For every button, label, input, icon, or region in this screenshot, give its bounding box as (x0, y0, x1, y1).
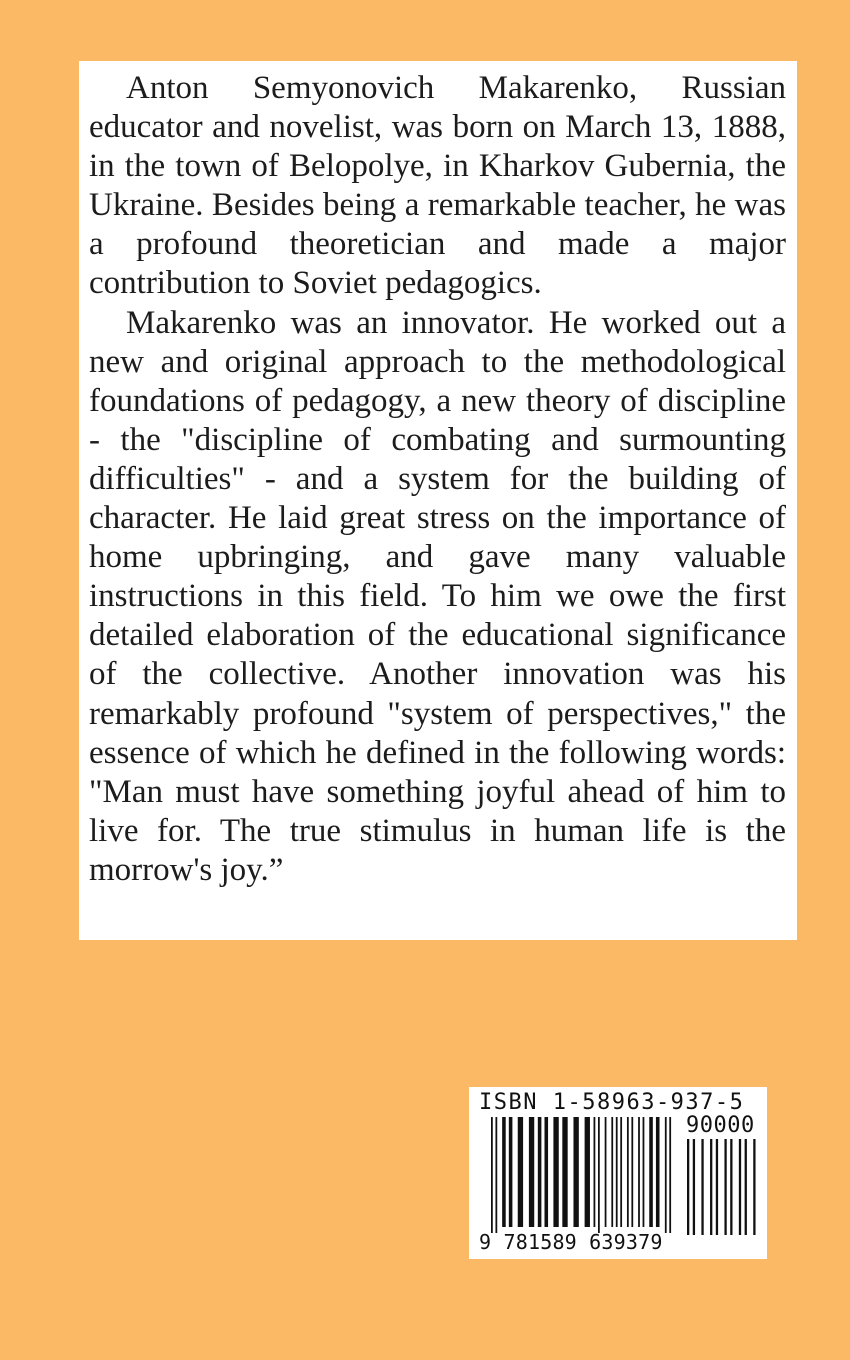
barcode-bar (616, 1117, 618, 1227)
barcode-bar (627, 1117, 629, 1227)
barcode-bar (638, 1117, 640, 1227)
barcode-bar (631, 1117, 633, 1227)
isbn-label: ISBN 1-58963-937-5 (479, 1090, 745, 1115)
addon-bars (687, 1139, 756, 1235)
isbn-barcode (469, 1087, 767, 1259)
barcode-bar (643, 1117, 645, 1227)
barcode-bar (502, 1117, 506, 1227)
barcode-bar (710, 1139, 712, 1235)
barcode-bar (491, 1117, 493, 1233)
barcode-bar (585, 1117, 590, 1227)
barcode-bar (605, 1117, 607, 1227)
barcode-bar (509, 1117, 513, 1227)
ean-digits: 9 781589 639379 (479, 1230, 663, 1254)
barcode-bar (656, 1117, 660, 1227)
barcode-bar (598, 1117, 600, 1233)
barcode-bar (669, 1117, 671, 1233)
barcode-bar (716, 1139, 718, 1235)
blurb-paragraph-2: Makarenko was an innovator. He worked out a new and original approach to the methodological foundations of pedagogy, a new theory of discipline - the "discipline of combating and surmounting difficulties" - and a system for the building of character. He laid great stress on the importance of home upbringing, and gave many valuable instructions in this field. To him we owe the first detailed elaboration of the educational significance of the collective. Another innovation was his remarkably profound "system of perspectives," the essence of which he defined in the following words: "Man must have something joyful ahead of him to live for. The true stimulus in human life is the morrow's joy.” (89, 304, 786, 888)
barcode-bar (753, 1139, 755, 1235)
blurb-paragraph-1: Anton Semyonovich Makarenko, Russian educator and novelist, was born on March 13, 1888, in the town of Belopolye, in Kharkov Gubernia, the Ukraine. Besides being a remarkable teacher, he was a profound theoretician and made a major contribution to Soviet pedagogics. (89, 70, 786, 302)
barcode-bar (701, 1139, 703, 1235)
barcode-bar (611, 1117, 613, 1227)
barcode-bar (544, 1117, 548, 1227)
barcode-bar (553, 1117, 558, 1227)
barcode-bar (562, 1117, 567, 1227)
blurb-panel (79, 61, 797, 940)
barcode-bar (620, 1117, 622, 1227)
barcode-bar (739, 1139, 741, 1235)
barcode-bar (573, 1117, 578, 1227)
barcode-bar (518, 1117, 523, 1227)
barcode-bar (529, 1117, 534, 1227)
barcode-bar (649, 1117, 653, 1227)
barcode-bar (730, 1139, 732, 1235)
barcode-bar (687, 1139, 689, 1235)
addon-digits: 90000 (686, 1113, 755, 1138)
barcode-bar (495, 1117, 497, 1233)
barcode-bar (665, 1117, 667, 1233)
barcode-bar (693, 1139, 695, 1235)
barcode-bar (594, 1117, 596, 1227)
ean13-bars (491, 1117, 671, 1233)
barcode-bar (724, 1139, 726, 1235)
barcode-bar (538, 1117, 542, 1227)
barcode-bar (745, 1139, 747, 1235)
